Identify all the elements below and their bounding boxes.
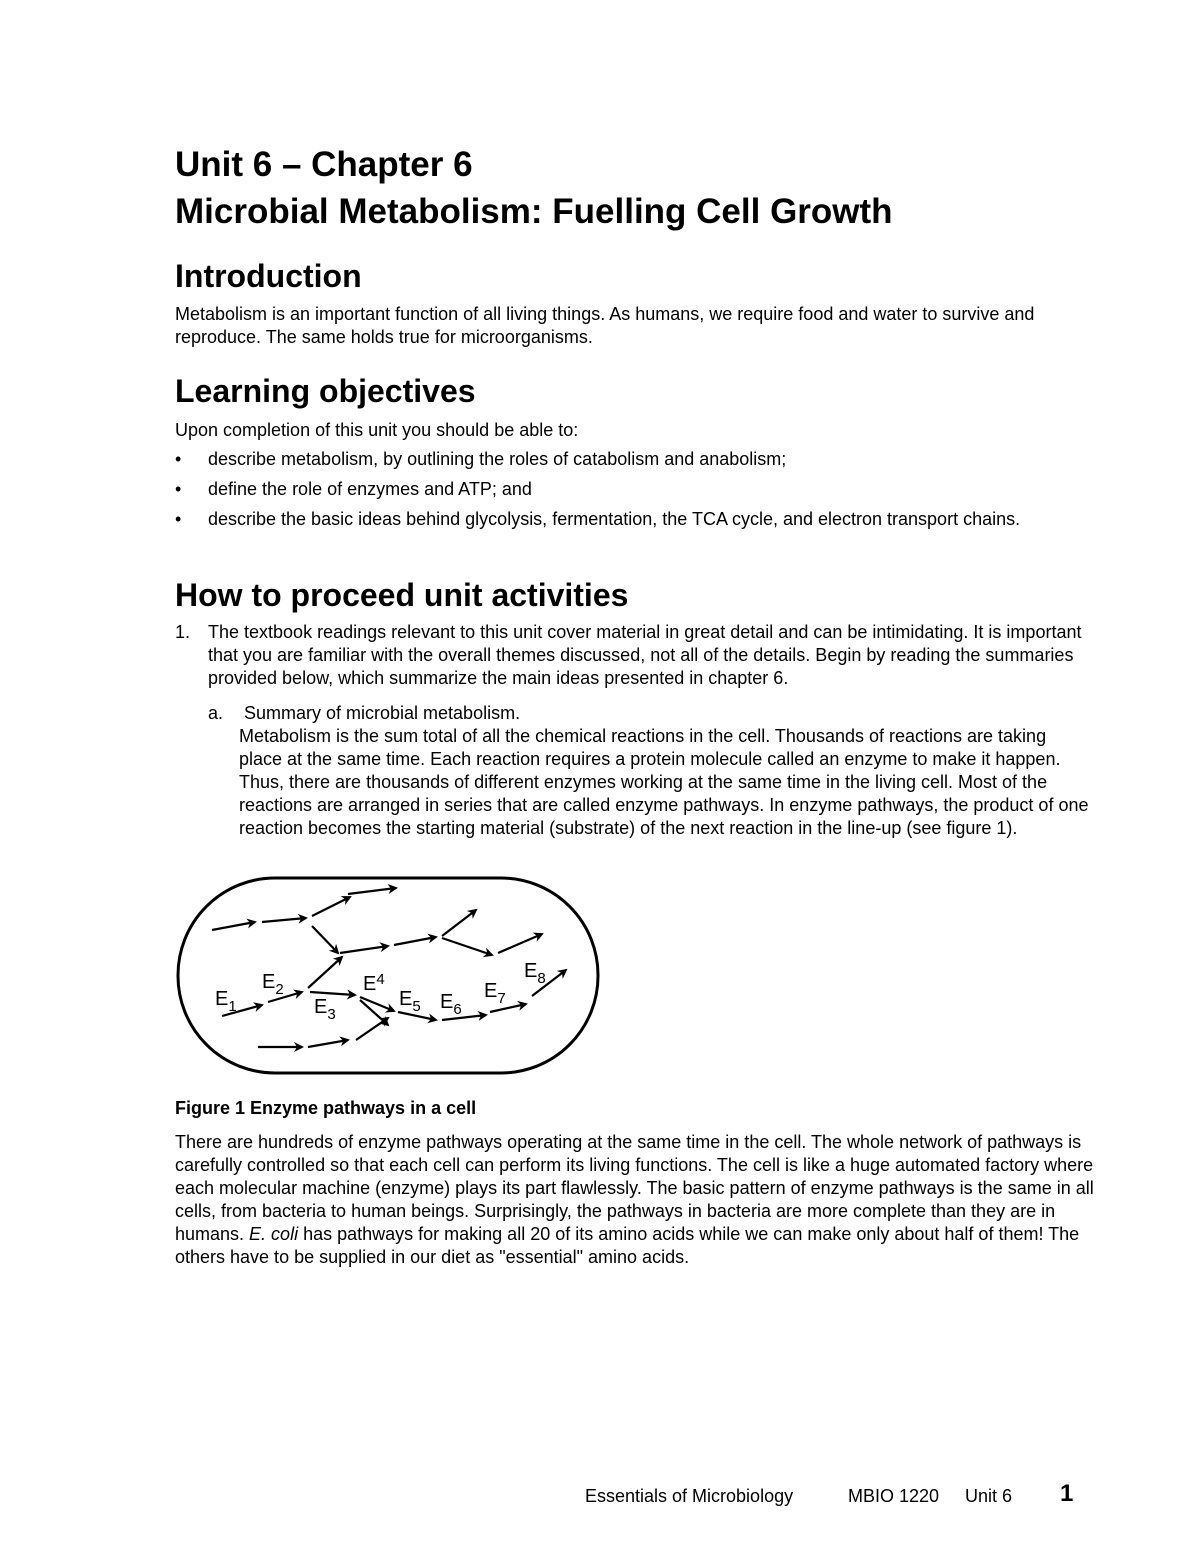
footer-unit: Unit 6 (965, 1486, 1013, 1506)
item-text: The textbook readings relevant to this unit cover material in great detail and can be intimidating. It is important that you are familiar with the overall themes discussed, not all of the details. Begin by reading the summaries provided below, which summarize the main ideas presented in chapter 6. (208, 622, 1082, 688)
objectives-intro: Upon completion of this unit you should be able to: (175, 420, 579, 440)
enzyme-label-e7: $E_7$ (484, 980, 506, 1007)
sub-item-heading: Summary of microbial metabolism. (244, 703, 521, 723)
enzyme-label-e3: $E_3$ (314, 996, 336, 1023)
objectives-list (175, 448, 1095, 538)
item-number: 1. (175, 622, 191, 642)
enzyme-label-e4: $E^4$ (363, 971, 385, 995)
list-item (175, 508, 1095, 531)
figure-caption: Figure 1 Enzyme pathways in a cell (175, 1098, 477, 1118)
title-line-2: Microbial Metabolism: Fuelling Cell Growth (175, 192, 893, 231)
enzyme-label-e8: $E_8$ (524, 960, 546, 987)
introduction-text: Metabolism is an important function of all living things. As humans, we require food and water to survive and reproduce. The same holds true for microorganisms. (175, 304, 1035, 347)
enzyme-label-e2: $E_2$ (262, 971, 284, 998)
heading-learning-objectives: Learning objectives (175, 373, 476, 409)
bullet-icon: • (175, 479, 182, 499)
sub-item-text: Metabolism is the sum total of all the chemical reactions in the cell. Thousands of reactions are taking place at the same time. Each reaction requires a protein molecule called an enzyme to make it happen. Thus, there are thousands of different enzymes working at the same time in the living cell. Most of the reactions are arranged in series that are called enzyme pathways. In enzyme pathways, the product of one reaction becomes the starting material (substrate) of the next reaction in the line-up (see figure 1). (239, 726, 1089, 838)
footer-course: MBIO 1220 (848, 1486, 940, 1506)
list-item (175, 448, 1095, 471)
closing-text-2: has pathways for making all 20 of its amino acids while we can make only about half of them! The others have to be supplied in our diet as "essential" amino acids. (175, 1224, 1080, 1267)
heading-introduction: Introduction (175, 258, 362, 294)
objective-text: define the role of enzymes and ATP; and (208, 479, 532, 499)
closing-text-italic: E. coli (249, 1224, 299, 1244)
enzyme-label-e6: $E_6$ (440, 991, 462, 1018)
title-line-1: Unit 6 – Chapter 6 (175, 145, 473, 184)
objective-text: describe metabolism, by outlining the roles of catabolism and anabolism; (208, 449, 787, 469)
bullet-icon: • (175, 509, 182, 529)
heading-how-to-proceed: How to proceed unit activities (175, 577, 629, 613)
bullet-icon: • (175, 449, 182, 469)
footer-book-title: Essentials of Microbiology (585, 1486, 794, 1506)
closing-text-1: There are hundreds of enzyme pathways operating at the same time in the cell. The whole network of pathways is carefully controlled so that each cell can perform its living functions. The cell is like a huge automated factory where each molecular machine (enzyme) plays its part flawlessly. The basic pattern of enzyme pathways is the same in all cells, from bacteria to human beings. Surprisingly, the pathways in bacteria are more complete than they are in humans. (175, 1132, 1094, 1244)
enzyme-pathways-figure (170, 870, 610, 1080)
enzyme-labels (215, 960, 546, 1023)
sub-item-letter: a. (208, 703, 224, 723)
list-item (175, 478, 1095, 501)
pathway-arrows (212, 888, 566, 1047)
enzyme-label-e1: $E_1$ (215, 988, 237, 1015)
closing-paragraph (175, 1131, 1100, 1269)
enzyme-label-e5: $E_5$ (399, 988, 421, 1015)
page-number: 1 (1060, 1480, 1074, 1507)
objective-text: describe the basic ideas behind glycolysis, fermentation, the TCA cycle, and electron transport chains. (208, 509, 1021, 529)
